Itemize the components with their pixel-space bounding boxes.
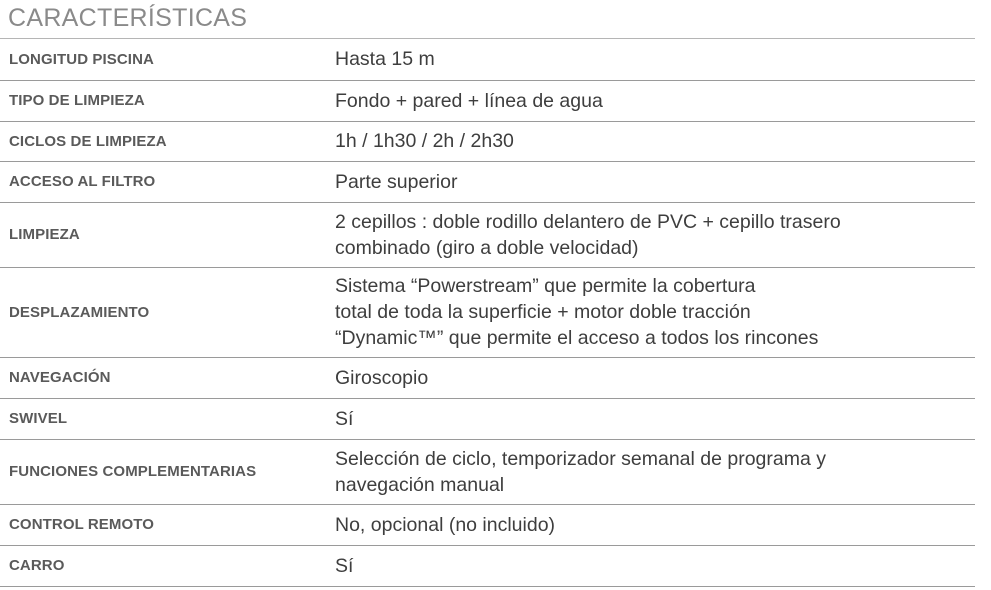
spec-value: Selección de ciclo, temporizador semanal de programa y navegación manual xyxy=(326,439,975,504)
spec-row-acceso-al-filtro xyxy=(0,161,975,202)
spec-value: Sí xyxy=(326,398,975,439)
spec-label: CONTROL REMOTO xyxy=(0,504,326,545)
spec-value: Sí xyxy=(326,545,975,586)
spec-row-carro xyxy=(0,545,975,586)
spec-label: FUNCIONES COMPLEMENTARIAS xyxy=(0,439,326,504)
spec-label: DESPLAZAMIENTO xyxy=(0,267,326,357)
spec-label: CICLOS DE LIMPIEZA xyxy=(0,121,326,161)
spec-label: ACCESO AL FILTRO xyxy=(0,161,326,202)
spec-value: Fondo + pared + línea de agua xyxy=(326,80,975,121)
spec-value: Giroscopio xyxy=(326,357,975,398)
spec-value: Sistema “Powerstream” que permite la cobertura total de toda la superficie + motor doble tracción “Dynamic™” que permite el acceso a todos los rincones xyxy=(326,267,975,357)
spec-row-desplazamiento xyxy=(0,267,975,357)
spec-label: CARRO xyxy=(0,545,326,586)
spec-label: LONGITUD PISCINA xyxy=(0,39,326,80)
specifications-table xyxy=(0,39,975,587)
spec-row-ciclos-de-limpieza xyxy=(0,121,975,161)
spec-label: LIMPIEZA xyxy=(0,202,326,267)
spec-row-swivel xyxy=(0,398,975,439)
spec-value: Parte superior xyxy=(326,161,975,202)
spec-label: TIPO DE LIMPIEZA xyxy=(0,80,326,121)
spec-row-longitud-piscina xyxy=(0,39,975,80)
spec-label: NAVEGACIÓN xyxy=(0,357,326,398)
spec-value: 1h / 1h30 / 2h / 2h30 xyxy=(326,121,975,161)
spec-value: Hasta 15 m xyxy=(326,39,975,80)
spec-label: SWIVEL xyxy=(0,398,326,439)
spec-row-funciones-complementarias xyxy=(0,439,975,504)
spec-value: 2 cepillos : doble rodillo delantero de PVC + cepillo trasero combinado (giro a doble velocidad) xyxy=(326,202,975,267)
spec-row-control-remoto xyxy=(0,504,975,545)
spec-row-limpieza xyxy=(0,202,975,267)
spec-row-navegacion xyxy=(0,357,975,398)
section-title: CARACTERÍSTICAS xyxy=(0,0,975,39)
spec-value: No, opcional (no incluido) xyxy=(326,504,975,545)
spec-row-tipo-de-limpieza xyxy=(0,80,975,121)
